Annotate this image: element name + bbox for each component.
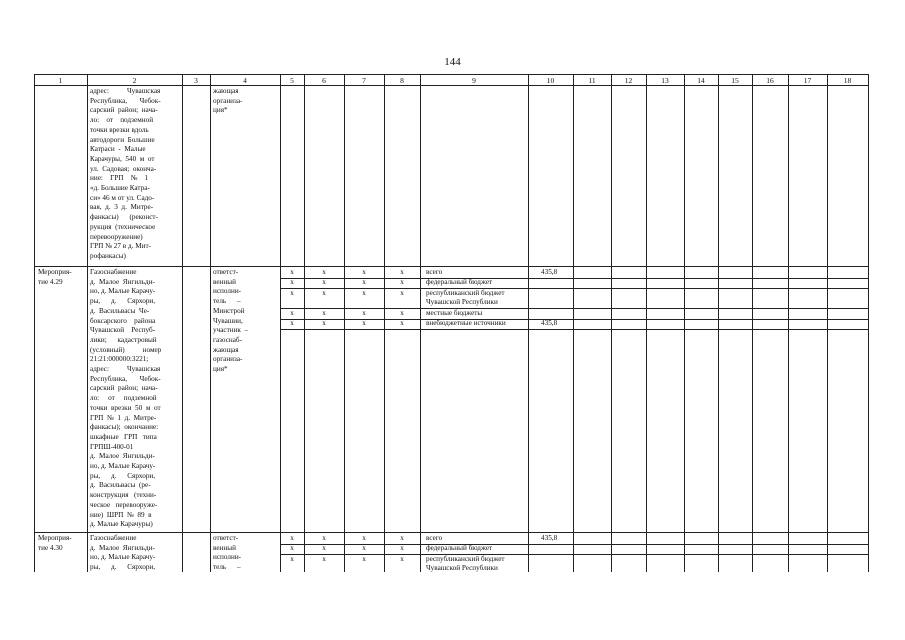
x-mark: x — [400, 267, 404, 276]
measure-description-line: ры, д. Сярхори, — [90, 297, 156, 306]
column-divider — [528, 74, 529, 572]
column-header: 14 — [697, 76, 705, 85]
column-header: 3 — [194, 76, 198, 85]
measure-description-line: Газоснабжение — [90, 534, 137, 542]
row-divider — [280, 329, 868, 330]
measure-description-line: но, д. Малые Карачу- — [90, 287, 156, 296]
executor-line: тель – — [213, 297, 241, 306]
block-separator — [34, 266, 868, 267]
measure-description-line: Катраси - Малые — [90, 145, 146, 154]
measure-description-line: рофанкасы) — [90, 251, 126, 260]
column-divider — [868, 74, 869, 572]
executor-line: ция* — [213, 365, 228, 373]
executor-line: участник – — [213, 326, 249, 335]
funding-source: местные бюджеты — [426, 308, 483, 317]
executor-line: ответст- — [213, 268, 239, 276]
x-mark: x — [290, 308, 294, 317]
measure-description-line: но, д. Малые Карачу- — [90, 462, 156, 470]
measure-description-line: автодороги Большие — [90, 135, 155, 144]
column-divider — [684, 74, 685, 572]
measure-description-line: адрес: Чувашская — [90, 87, 161, 95]
executor-line: организа- — [213, 355, 243, 364]
measure-description-line: си» 46 м от ул. Садо- — [90, 193, 155, 202]
measure-number: Мероприя- — [38, 534, 72, 542]
column-header: 18 — [843, 76, 852, 85]
column-header: 8 — [400, 76, 404, 85]
measure-description-line: ло: от подземной — [90, 394, 157, 403]
x-mark: x — [400, 319, 404, 327]
column-divider — [752, 74, 753, 572]
measure-description-line: перевооружение) — [90, 232, 143, 241]
column-divider — [718, 74, 719, 572]
executor-line: организа- — [213, 96, 243, 105]
measure-description-line: ры, д. Сярхори, — [90, 471, 156, 480]
x-mark: x — [362, 267, 366, 276]
column-header: 16 — [766, 76, 774, 85]
measure-description-line: ло: от подземной — [90, 116, 154, 125]
measure-description-line: ГРПШ-400-01 — [90, 442, 134, 451]
column-header: 15 — [731, 76, 739, 85]
funding-source: республиканский бюджет — [426, 288, 505, 297]
measure-description-line: Газоснабжение — [90, 268, 137, 276]
x-mark: x — [362, 554, 366, 563]
page-number: 144 — [444, 56, 461, 68]
x-mark: x — [362, 278, 366, 286]
x-mark: x — [322, 288, 326, 297]
measure-description-line: лики; кадастровый — [90, 335, 157, 344]
measure-description-line: точки врезки 50 м от — [90, 403, 161, 412]
measure-description-line: сарский район; нача- — [90, 106, 158, 115]
column-header: 11 — [588, 76, 596, 85]
column-divider — [611, 74, 612, 572]
measure-description-line: но, д. Малые Карачу- — [90, 553, 156, 562]
measure-description-line: «д. Большие Катра- — [90, 184, 150, 192]
x-mark: x — [400, 533, 404, 542]
funding-source: всего — [426, 267, 443, 276]
x-mark: x — [290, 544, 294, 552]
x-mark: x — [322, 544, 326, 552]
total-value: 435,8 — [541, 533, 558, 542]
x-mark: x — [362, 544, 366, 552]
measure-description-line: ческое перевооруже- — [90, 500, 158, 509]
column-divider — [420, 74, 421, 572]
funding-source: внебюджетные источники — [426, 319, 506, 327]
executor-line: венный — [213, 543, 236, 552]
column-divider — [182, 74, 183, 572]
executor-line: исполни- — [213, 553, 242, 562]
executor-line: жающая — [213, 87, 239, 95]
column-divider — [210, 74, 211, 572]
measure-description-line: Республика, Чебок- — [90, 96, 161, 105]
measure-description-line: вая, д. 3 д. Митре- — [90, 203, 154, 212]
measure-description-line: д. Малое Янгильди- — [90, 543, 155, 552]
funding-source: Чувашской Республики — [426, 564, 498, 573]
measure-description-line: рукция (техническое — [90, 222, 156, 231]
executor-line: ответст- — [213, 534, 239, 542]
x-mark: x — [290, 288, 294, 297]
x-mark: x — [400, 544, 404, 552]
executor-line: ция* — [213, 106, 228, 115]
measure-description-line: ул. Садовая; оконча- — [90, 164, 157, 173]
column-header: 12 — [624, 76, 633, 85]
executor-line: венный — [213, 277, 236, 286]
table-top-border — [34, 74, 868, 75]
x-mark: x — [322, 554, 326, 563]
measure-description-line: (условный) номер — [90, 345, 162, 354]
total-value: 435,8 — [541, 267, 558, 276]
header-bottom-border — [34, 85, 868, 86]
funding-source: всего — [426, 533, 443, 542]
executor-line: газоснаб- — [213, 335, 242, 344]
x-mark: x — [290, 319, 294, 327]
x-mark: x — [362, 533, 366, 542]
measure-description-line: ние: ГРП № 1 — [90, 174, 149, 183]
measure-description-line: сарский район; нача- — [90, 384, 158, 393]
column-header: 13 — [661, 76, 669, 85]
column-header: 7 — [362, 76, 366, 85]
column-header: 5 — [290, 76, 294, 85]
measure-description-line: фанкасы) (реконст- — [90, 213, 158, 222]
x-mark: x — [290, 554, 294, 563]
total-value: 435,8 — [541, 319, 558, 327]
measure-description-line: ние) ШРП № 89 в — [90, 510, 152, 519]
measure-description-line: адрес: Чувашская — [90, 365, 161, 373]
column-header: 1 — [58, 76, 63, 85]
executor-line: тель – — [213, 563, 241, 572]
funding-source: республиканский бюджет — [426, 554, 505, 563]
funding-source: Чувашской Республики — [426, 298, 498, 307]
measure-description-line: фанкасы); окончание: — [90, 423, 159, 432]
measure-description-line: конструкция (техни- — [90, 491, 157, 500]
x-mark: x — [322, 278, 326, 286]
executor-line: жающая — [213, 345, 239, 354]
column-header: 9 — [472, 76, 476, 85]
x-mark: x — [290, 267, 294, 276]
x-mark: x — [322, 267, 326, 276]
measure-description-line: шкафные ГРП типа — [90, 432, 157, 441]
x-mark: x — [290, 533, 294, 542]
x-mark: x — [322, 319, 326, 327]
measure-description-line: д. Малое Янгильди- — [90, 277, 155, 286]
x-mark: x — [322, 533, 326, 542]
x-mark: x — [362, 288, 366, 297]
measure-description-line: ГРП № 27 в д. Мит- — [90, 242, 151, 251]
measure-number: тие 4.30 — [38, 543, 63, 552]
x-mark: x — [400, 554, 404, 563]
column-header: 2 — [132, 76, 137, 85]
column-header: 10 — [546, 76, 555, 85]
measure-number: тие 4.29 — [38, 277, 63, 286]
column-divider — [573, 74, 574, 572]
measure-number: Мероприя- — [38, 268, 72, 276]
measure-description-line: Карачуры, 540 м от — [90, 154, 155, 163]
x-mark: x — [400, 278, 404, 286]
column-divider — [34, 74, 35, 572]
x-mark: x — [290, 278, 294, 286]
x-mark: x — [362, 319, 366, 327]
measure-description-line: 21:21:000000:3221; — [90, 355, 149, 364]
measure-description-line: Чувашской Респуб- — [90, 326, 156, 335]
column-divider — [646, 74, 647, 572]
measure-description-line: боксарского района — [90, 316, 156, 325]
x-mark: x — [362, 308, 366, 317]
x-mark: x — [400, 308, 404, 317]
block-separator — [34, 532, 868, 533]
measure-description-line: д. Васильвасы (ре- — [90, 481, 151, 490]
measure-description-line: ры, д. Сярхори, — [90, 563, 156, 572]
column-header: 6 — [322, 76, 326, 85]
measure-description-line: д. Малые Карачуры) — [90, 520, 153, 529]
measure-description-line: д. Васильвасы Че- — [90, 306, 150, 315]
executor-line: исполни- — [213, 287, 242, 296]
x-mark: x — [322, 308, 326, 317]
measure-description-line: ГРП № 1 д. Митре- — [90, 413, 157, 422]
x-mark: x — [400, 288, 404, 297]
measure-description-line: точки врезки вдоль — [90, 125, 149, 134]
column-header: 17 — [803, 76, 812, 85]
measure-description-line: Республика, Чебок- — [90, 374, 161, 383]
column-divider — [827, 74, 828, 572]
executor-line: Минстрой — [213, 306, 245, 315]
column-header: 4 — [243, 76, 247, 85]
measure-description-line: д. Малое Янгильди- — [90, 452, 155, 461]
executor-line: Чувашии, — [213, 316, 243, 325]
column-divider — [87, 74, 88, 572]
column-divider — [788, 74, 789, 572]
funding-source: федеральный бюджет — [426, 544, 493, 552]
funding-source: федеральный бюджет — [426, 278, 493, 286]
